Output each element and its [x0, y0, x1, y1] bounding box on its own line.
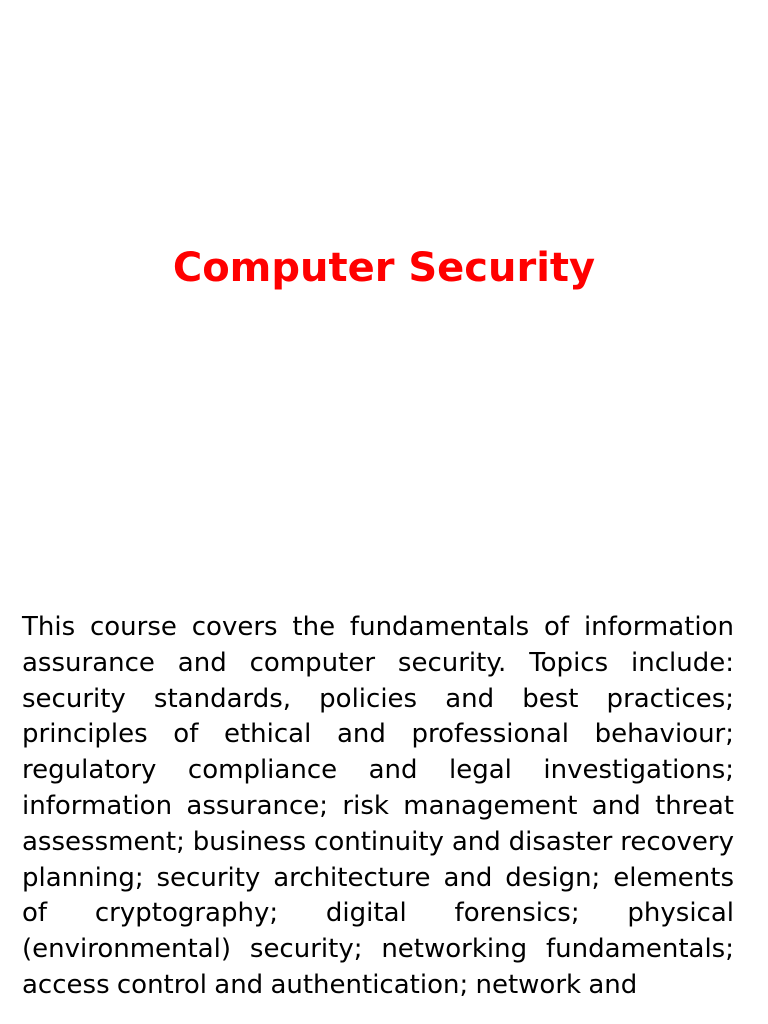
document-title: Computer Security — [172, 245, 596, 291]
course-description: This course covers the fundamentals of information assurance and computer security. Topics include: security standards, policies and best practices; principles of ethical and professional behaviour; regulatory compliance and legal investigations; information assurance; risk management and threat assessment; business continuity and disaster recovery planning; security architecture and design; elements of cryptography; digital forensics; physical (environmental) security; networking fundamentals; access control and authentication; network and — [22, 612, 734, 1000]
